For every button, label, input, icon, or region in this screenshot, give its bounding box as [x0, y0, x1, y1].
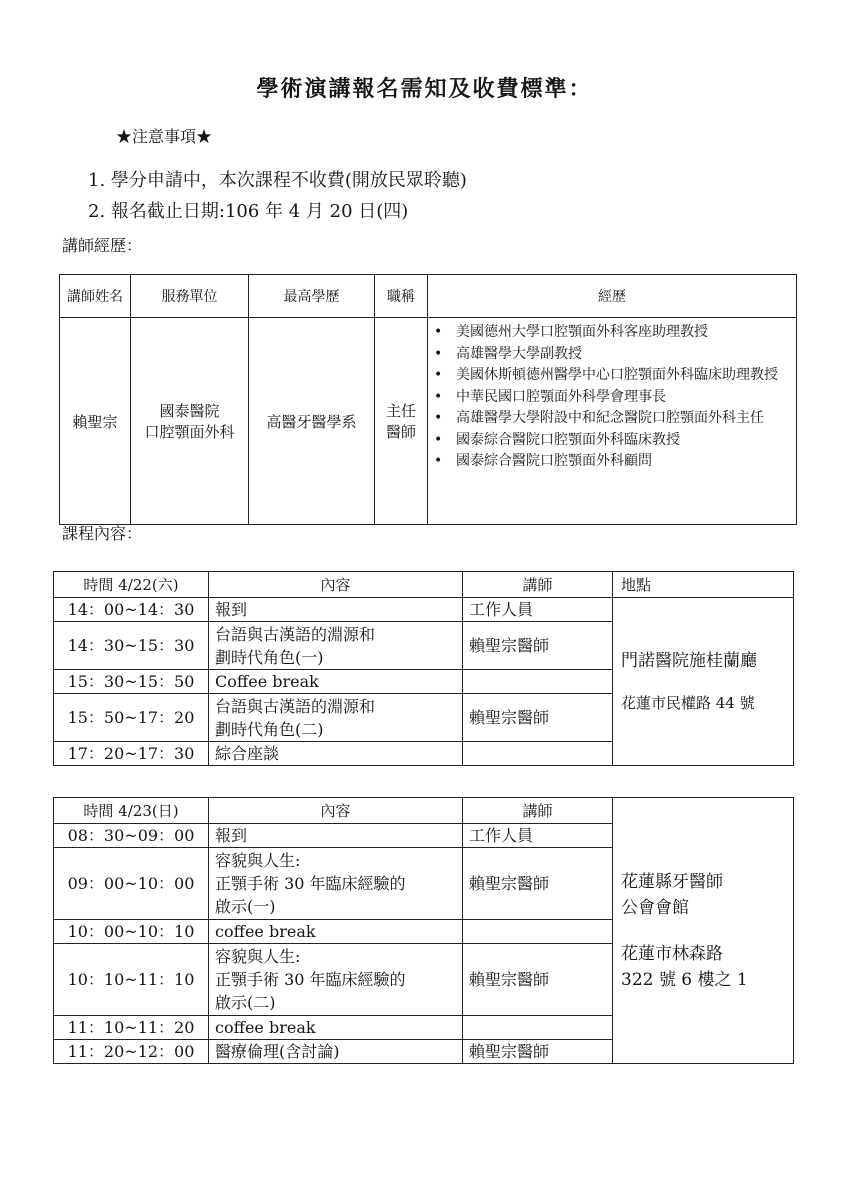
- schedule-table-day1: [53, 571, 794, 766]
- content-cell: coffee break: [209, 920, 463, 944]
- header-content: 內容: [209, 798, 463, 824]
- list-item: • 國泰綜合醫院口腔顎面外科顧問: [456, 451, 790, 473]
- experience-list: [436, 322, 790, 473]
- content-line: 正顎手術 30 年臨床經驗的: [215, 970, 406, 989]
- list-item: • 美國休斯頓德州醫學中心口腔顎面外科臨床助理教授: [456, 365, 790, 387]
- header-lecturer: 講師: [463, 798, 613, 824]
- header-degree: 最高學歷: [249, 275, 375, 318]
- course-heading: 課程內容：: [62, 524, 143, 543]
- list-item: • 美國德州大學口腔顎面外科客座助理教授: [456, 322, 790, 344]
- experience-cell: [428, 318, 797, 525]
- time-cell: 10：10~11：10: [54, 944, 209, 1016]
- content-line: 啟示(一): [215, 897, 276, 916]
- header-time: 時間 4/23(日): [54, 798, 209, 824]
- header-experience: 經歷: [428, 275, 797, 318]
- lecturer-cell: 賴聖宗醫師: [463, 1040, 613, 1064]
- location-address: 花蓮市林森路: [621, 943, 723, 964]
- time-cell: 14：00~14：30: [54, 598, 209, 622]
- content-line: 正顎手術 30 年臨床經驗的: [215, 874, 406, 893]
- time-cell: 14：30~15：30: [54, 622, 209, 670]
- content-cell: 報到: [209, 598, 463, 622]
- bio-heading: 講師經歷：: [62, 236, 143, 255]
- lecturer-bio-table: [59, 274, 797, 525]
- header-lecturer: 講師: [463, 572, 613, 598]
- location-cell: [613, 798, 794, 1064]
- time-cell: 10：00~10：10: [54, 920, 209, 944]
- header-job-title: 職稱: [375, 275, 428, 318]
- table-header-row: [60, 275, 797, 318]
- time-cell: 15：30~15：50: [54, 670, 209, 694]
- location-address: 花蓮市民權路 44 號: [621, 693, 755, 712]
- notice-item: 1. 學分申請中，本次課程不收費(開放民眾聆聽): [88, 170, 467, 191]
- service-unit-line: 口腔顎面外科: [144, 423, 235, 441]
- notice-heading: ★注意事項★: [116, 127, 213, 146]
- list-item: • 中華民國口腔顎面外科學會理事長: [456, 387, 790, 409]
- header-name: 講師姓名: [60, 275, 131, 318]
- table-header-row: [54, 798, 794, 824]
- location-name: 花蓮縣牙醫師: [621, 871, 723, 892]
- service-unit-line: 國泰醫院: [159, 402, 220, 420]
- lecturer-name: 賴聖宗: [60, 318, 131, 525]
- highest-degree: 高醫牙醫學系: [249, 318, 375, 525]
- location-name: 公會會館: [621, 897, 689, 918]
- content-line: 啟示(二): [215, 993, 276, 1012]
- time-cell: 09：00~10：00: [54, 848, 209, 920]
- content-line: 容貌與人生:: [215, 947, 301, 966]
- content-line: 台語與古漢語的淵源和: [215, 624, 376, 644]
- time-cell: 15：50~17：20: [54, 694, 209, 742]
- time-cell: 08：30~09：00: [54, 824, 209, 848]
- job-title: [375, 318, 428, 525]
- content-cell: 醫療倫理(含討論): [209, 1040, 463, 1064]
- content-line: 容貌與人生:: [215, 851, 301, 870]
- time-cell: 11：20~12：00: [54, 1040, 209, 1064]
- content-cell: 綜合座談: [209, 742, 463, 766]
- lecturer-cell: [463, 920, 613, 944]
- lecturer-cell: 賴聖宗醫師: [463, 622, 613, 670]
- content-line: 劃時代角色(一): [215, 647, 324, 667]
- content-cell: coffee break: [209, 1016, 463, 1040]
- header-unit: 服務單位: [131, 275, 249, 318]
- lecturer-cell: 賴聖宗醫師: [463, 944, 613, 1016]
- job-title-line: 主任: [385, 402, 416, 420]
- service-unit: [131, 318, 249, 525]
- location-cell: [613, 598, 794, 766]
- lecturer-cell: [463, 670, 613, 694]
- lecturer-cell: [463, 742, 613, 766]
- list-item: • 高雄醫學大學附設中和紀念醫院口腔顎面外科主任: [456, 408, 790, 430]
- content-line: 劃時代角色(二): [215, 719, 324, 739]
- time-cell: 11：10~11：20: [54, 1016, 209, 1040]
- content-cell: 報到: [209, 824, 463, 848]
- location-address: 322 號 6 樓之 1: [621, 969, 748, 990]
- page-title: 學術演講報名需知及收費標準：: [256, 76, 593, 102]
- lecturer-cell: 工作人員: [463, 598, 613, 622]
- table-row: [54, 598, 794, 622]
- lecturer-cell: 工作人員: [463, 824, 613, 848]
- schedule-table-day2: [53, 797, 794, 1064]
- lecturer-cell: 賴聖宗醫師: [463, 848, 613, 920]
- notice-item: 2. 報名截止日期:106 年 4 月 20 日(四): [88, 201, 409, 222]
- lecturer-cell: [463, 1016, 613, 1040]
- content-cell: [209, 622, 463, 670]
- header-content: 內容: [209, 572, 463, 598]
- content-cell: [209, 944, 463, 1016]
- content-cell: Coffee break: [209, 670, 463, 694]
- list-item: • 高雄醫學大學副教授: [456, 344, 790, 366]
- lecturer-cell: 賴聖宗醫師: [463, 694, 613, 742]
- job-title-line: 醫師: [385, 423, 416, 441]
- table-row: [60, 318, 797, 525]
- content-cell: [209, 694, 463, 742]
- list-item: • 國泰綜合醫院口腔顎面外科臨床教授: [456, 430, 790, 452]
- table-header-row: [54, 572, 794, 598]
- header-time: 時間 4/22(六): [54, 572, 209, 598]
- location-name: 門諾醫院施桂蘭廳: [621, 650, 757, 671]
- time-cell: 17：20~17：30: [54, 742, 209, 766]
- header-location: 地點: [613, 572, 794, 598]
- content-line: 台語與古漢語的淵源和: [215, 696, 376, 716]
- content-cell: [209, 848, 463, 920]
